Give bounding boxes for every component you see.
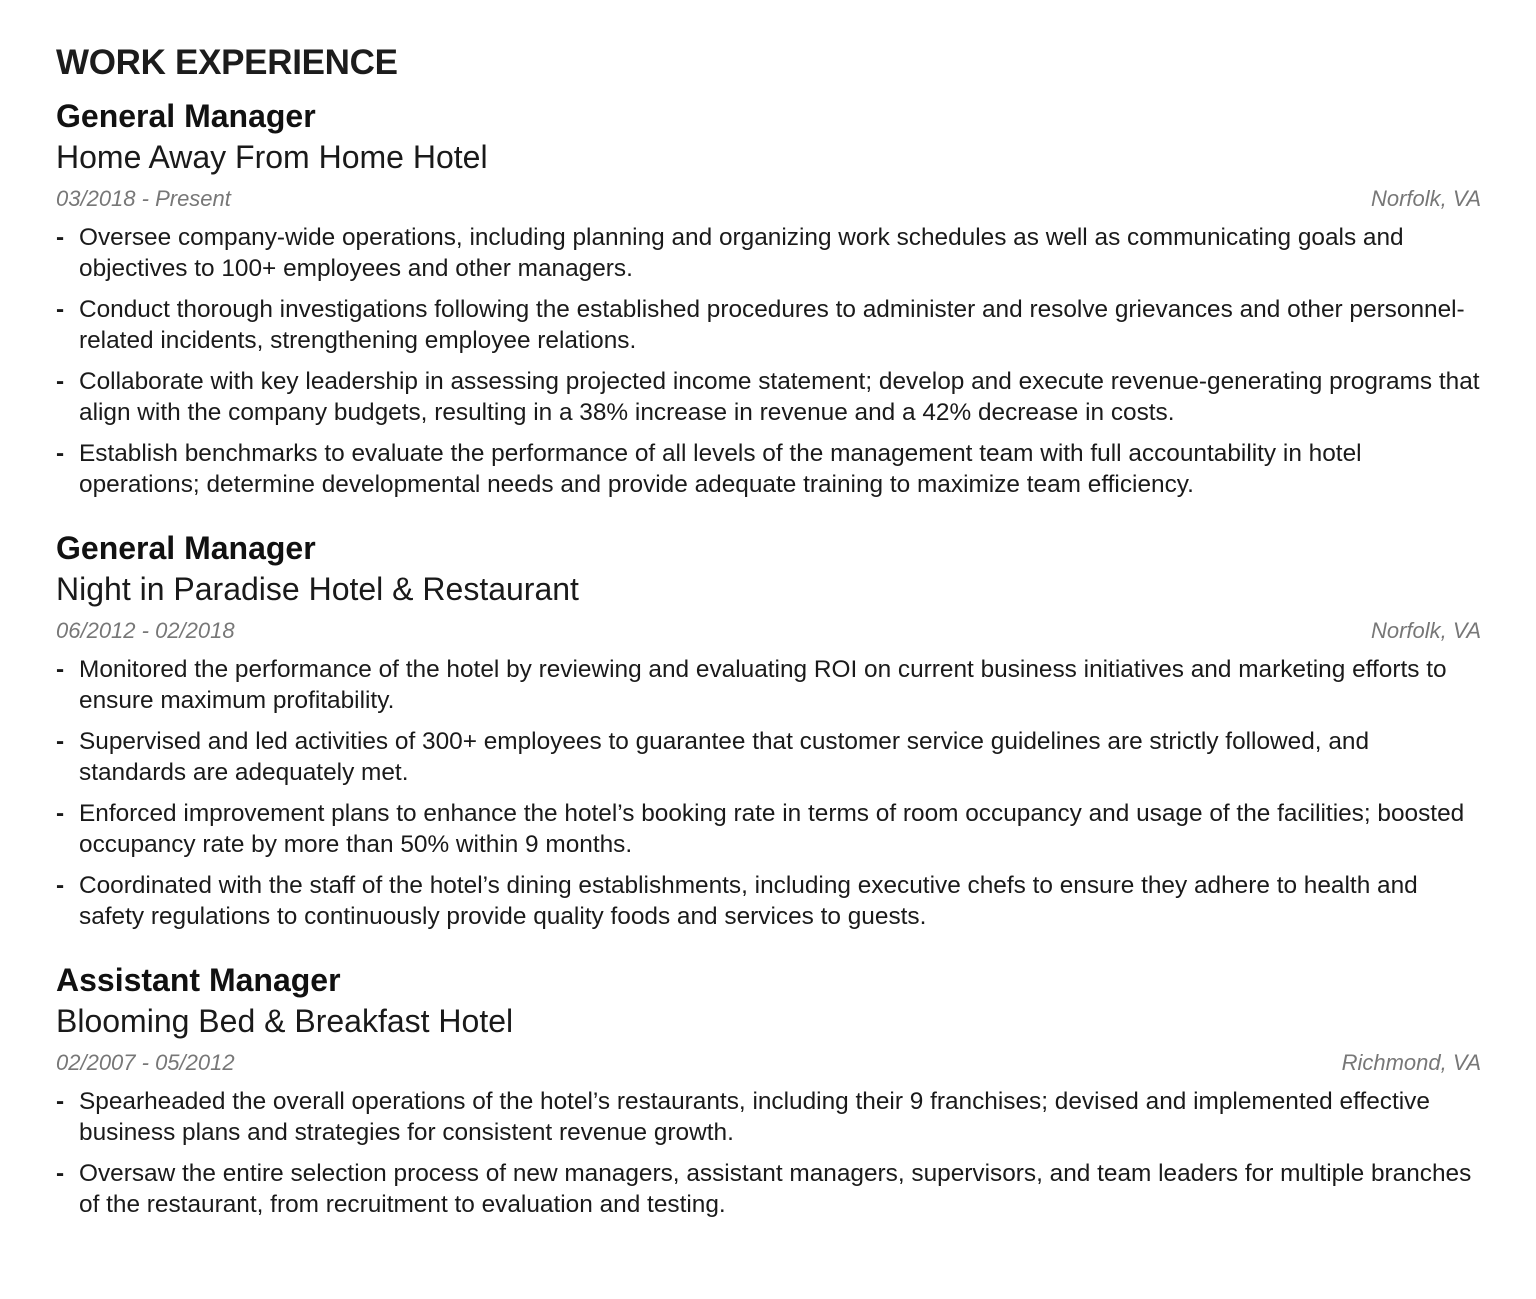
bullet-item [56,366,1481,428]
company-name: Blooming Bed & Breakfast Hotel [56,1003,514,1039]
resume-work-experience [56,40,1481,1248]
job-meta [56,616,1481,646]
job-title: Assistant Manager [56,962,341,998]
job-dates: 06/2012 - 02/2018 [56,618,235,643]
section-title: WORK EXPERIENCE [56,43,398,82]
bullet-item [56,726,1481,788]
bullet-text: Establish benchmarks to evaluate the performance of all levels of the management team with full accountability in hotel operations; determine developmental needs and provide adequate training to maximize team efficiency. [79,440,1362,498]
bullet-list [56,654,1481,932]
dash-bullet-icon: - [56,656,65,683]
job-location: Norfolk, VA [1370,186,1481,211]
bullet-text: Oversee company-wide operations, including planning and organizing work schedules as well as communicating goals and objectives to 100+ employees and other managers. [79,224,1404,282]
job-meta [56,184,1481,214]
dash-bullet-icon: - [56,1088,65,1115]
job-title: General Manager [56,98,316,134]
bullet-item [56,798,1481,860]
bullet-text: Monitored the performance of the hotel by reviewing and evaluating ROI on current business initiatives and marketing efforts to ensure maximum profitability. [79,656,1447,714]
job-list [56,96,1481,1220]
bullet-list [56,222,1481,500]
bullet-text: Supervised and led activities of 300+ employees to guarantee that customer service guidelines are strictly followed, and standards are adequately met. [79,728,1370,786]
job-title: General Manager [56,530,316,566]
job-entry [56,96,1481,500]
company-name: Night in Paradise Hotel & Restaurant [56,571,579,607]
bullet-item [56,294,1481,356]
dash-bullet-icon: - [56,440,65,467]
bullet-text: Enforced improvement plans to enhance the hotel’s booking rate in terms of room occupancy and usage of the facilities; boosted occupancy rate by more than 50% within 9 months. [79,800,1465,858]
job-dates: 02/2007 - 05/2012 [56,1050,235,1075]
dash-bullet-icon: - [56,800,65,827]
bullet-item [56,1086,1481,1148]
job-meta [56,1048,1481,1078]
bullet-list [56,1086,1481,1220]
job-entry [56,960,1481,1220]
dash-bullet-icon: - [56,872,65,899]
job-dates: 03/2018 - Present [56,186,231,211]
dash-bullet-icon: - [56,224,65,251]
dash-bullet-icon: - [56,296,65,323]
dash-bullet-icon: - [56,368,65,395]
bullet-text: Oversaw the entire selection process of new managers, assistant managers, supervisors, and team leaders for multiple branches of the restaurant, from recruitment to evaluation and testing. [79,1160,1472,1218]
job-location: Norfolk, VA [1370,618,1481,643]
bullet-item [56,870,1481,932]
job-entry [56,528,1481,932]
dash-bullet-icon: - [56,1160,65,1187]
job-location: Richmond, VA [1341,1050,1481,1075]
bullet-text: Spearheaded the overall operations of the hotel’s restaurants, including their 9 franchises; devised and implemented effective business plans and strategies for consistent revenue growth. [79,1088,1430,1146]
bullet-item [56,222,1481,284]
bullet-text: Collaborate with key leadership in assessing projected income statement; develop and execute revenue-generating programs that align with the company budgets, resulting in a 38% increase in revenue and a 42% decrease in costs. [79,368,1480,426]
company-name: Home Away From Home Hotel [56,139,488,175]
bullet-item [56,654,1481,716]
bullet-text: Coordinated with the staff of the hotel’s dining establishments, including executive chefs to ensure they adhere to health and safety regulations to continuously provide quality foods and services to guests. [79,872,1418,930]
bullet-text: Conduct thorough investigations following the established procedures to administer and resolve grievances and other personnel-related incidents, strengthening employee relations. [79,296,1465,354]
bullet-item [56,438,1481,500]
dash-bullet-icon: - [56,728,65,755]
bullet-item [56,1158,1481,1220]
